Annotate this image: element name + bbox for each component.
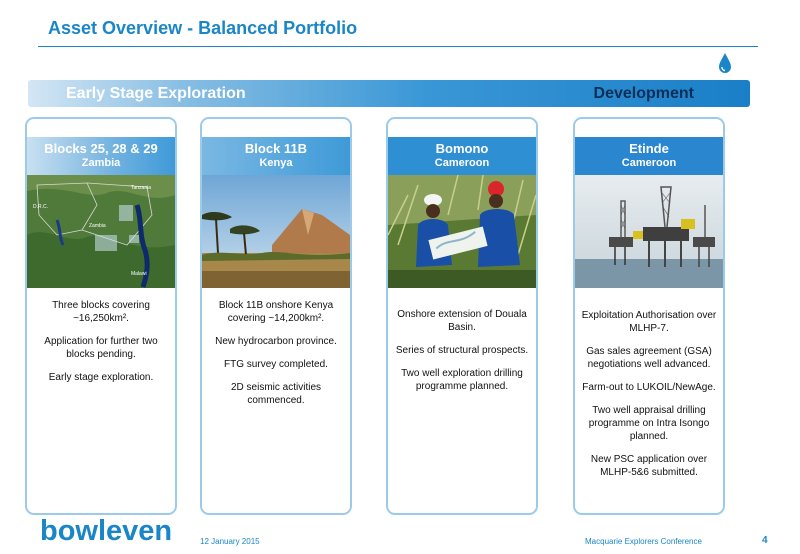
card-text-line: Onshore extension of Douala Basin.	[397, 309, 527, 333]
stage-banner	[28, 80, 750, 107]
asset-card-kenya	[200, 117, 352, 515]
slide-title: Asset Overview - Balanced Portfolio	[48, 18, 358, 38]
map-label-zambia: Zambia	[89, 223, 106, 229]
field-geologists-image	[388, 175, 536, 288]
card-text-line: Block 11B onshore Kenya covering ~14,200km².	[218, 300, 334, 324]
card-text-line: Gas sales agreement (GSA) negotiations well advanced.	[586, 346, 712, 370]
map-label-drc: D.R.C.	[33, 204, 48, 210]
card-text-line: Two well appraisal drilling programme on Intra Isongo planned.	[588, 405, 710, 442]
card-header	[27, 137, 175, 175]
asset-country: Zambia	[81, 157, 121, 169]
asset-card-bomono	[386, 117, 538, 515]
card-text-line: Application for further two blocks pending.	[44, 336, 158, 360]
card-text-line: Two well exploration drilling programme planned.	[401, 368, 523, 392]
asset-country: Cameroon	[621, 157, 677, 169]
card-text-line: Early stage exploration.	[48, 372, 154, 383]
card-header	[575, 137, 723, 175]
card-header	[202, 137, 350, 175]
asset-card-etinde	[573, 117, 725, 515]
asset-name: Etinde	[629, 141, 669, 156]
footer-date: 12 January 2015	[200, 537, 260, 546]
card-text-line: Exploitation Authorisation over MLHP-7.	[581, 310, 717, 334]
card-text-line: Farm-out to LUKOIL/NewAge.	[582, 382, 716, 393]
card-header	[388, 137, 536, 175]
offshore-rigs-image	[575, 175, 723, 288]
map-label-tanzania: Tanzania	[131, 185, 152, 191]
card-description	[33, 299, 169, 394]
footer-conference: Macquarie Explorers Conference	[585, 537, 702, 546]
zambia-map-image	[27, 175, 175, 288]
card-text-line: New PSC application over MLHP-5&6 submitted.	[590, 454, 708, 478]
page-number: 4	[762, 535, 768, 546]
asset-name: Block 11B	[244, 141, 308, 156]
map-label-malawi: Malawi	[131, 271, 147, 277]
card-description	[394, 308, 530, 403]
card-text-line: 2D seismic activities commenced.	[230, 382, 322, 406]
kenya-landscape-image	[202, 175, 350, 288]
bowleven-logo: bowleven	[40, 515, 173, 547]
water-drop-icon	[717, 52, 733, 74]
card-description	[208, 299, 344, 417]
card-description	[581, 309, 717, 489]
asset-country: Kenya	[259, 157, 293, 169]
card-text-line: FTG survey completed.	[224, 359, 328, 370]
asset-country: Cameroon	[434, 157, 490, 169]
banner-development-label: Development	[593, 85, 694, 102]
asset-name: Blocks 25, 28 & 29	[44, 141, 158, 156]
asset-name: Bomono	[435, 141, 489, 156]
card-text-line: Three blocks covering ~16,250km².	[52, 300, 150, 324]
title-divider	[38, 46, 758, 47]
card-text-line: Series of structural prospects.	[395, 345, 529, 356]
banner-early-stage-label: Early Stage Exploration	[66, 85, 246, 102]
asset-card-zambia	[25, 117, 177, 515]
card-text-line: New hydrocarbon province.	[215, 336, 337, 347]
